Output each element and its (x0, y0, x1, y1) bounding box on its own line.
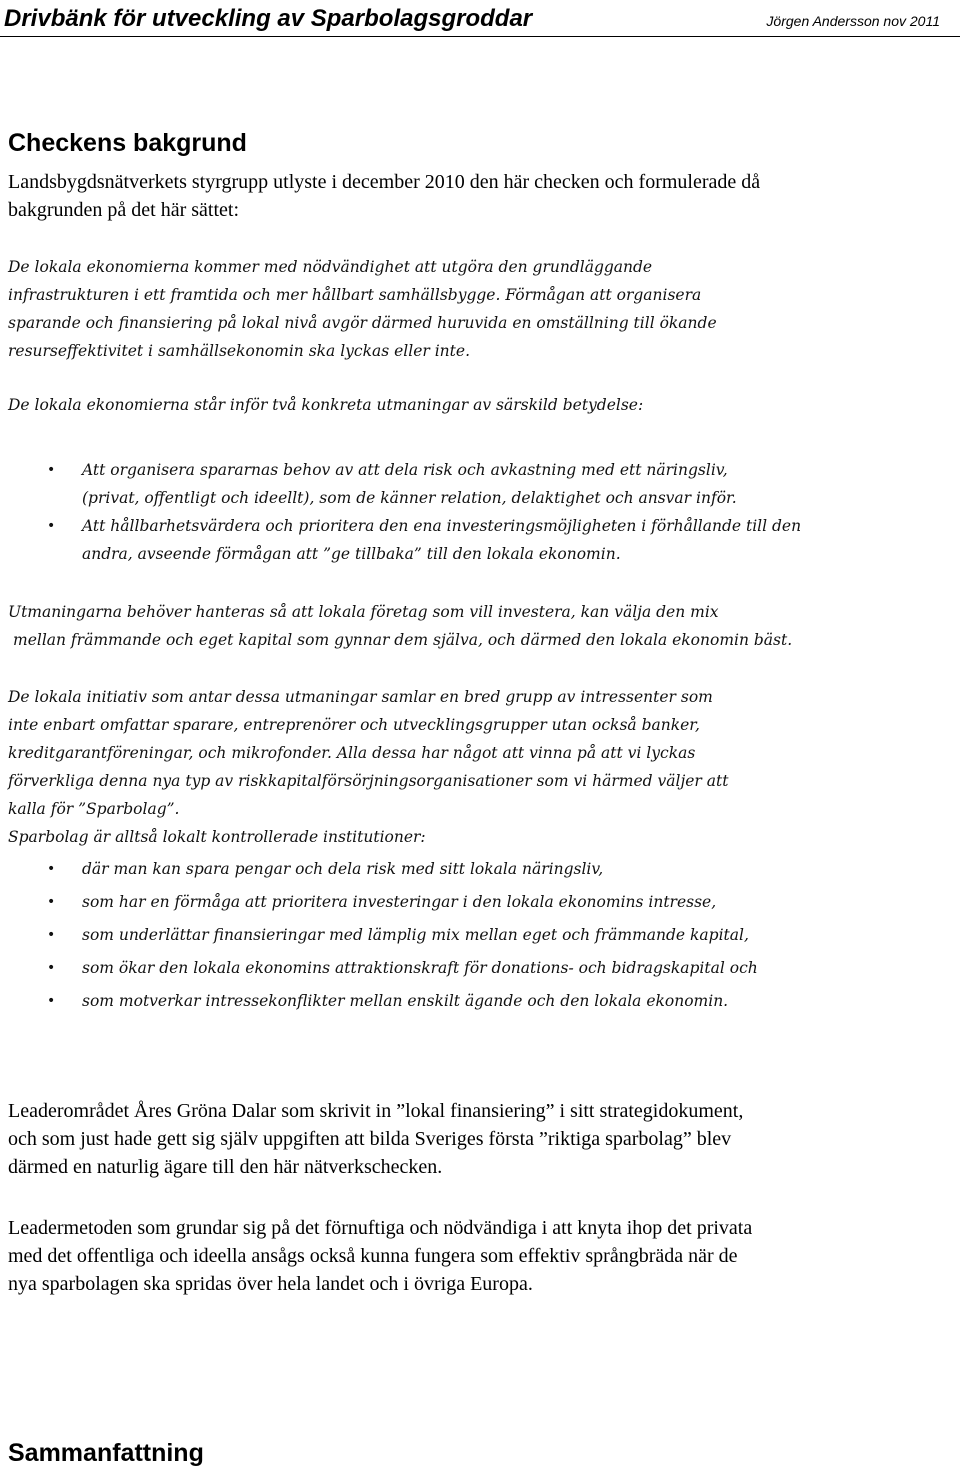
text-line: som har en förmåga att prioritera investeringar i den lokala ekonomins intresse, (82, 893, 717, 911)
text-line: mellan främmande och eget kapital som gynnar dem själva, och därmed den lokala ekonomin bäst. (13, 631, 793, 649)
text-line: De lokala initiativ som antar dessa utmaningar samlar en bred grupp av intressenter som (8, 688, 713, 706)
text-line: Leaderområdet Åres Gröna Dalar som skrivit in ”lokal finansiering” i sitt strategidokument, (8, 1100, 744, 1122)
text-line: Att organisera spararnas behov av att dela risk och avkastning med ett näringsliv, (82, 461, 728, 479)
text-line: därmed en naturlig ägare till den här nätverkschecken. (8, 1156, 443, 1178)
text-line: bakgrunden på det här sättet: (8, 199, 240, 221)
text-line: (privat, offentligt och ideellt), som de känner relation, delaktighet och ansvar inför. (82, 489, 737, 507)
text-line: som ökar den lokala ekonomins attraktionskraft för donations- och bidragskapital och (82, 959, 758, 977)
text-line: kalla för ”Sparbolag”. (8, 800, 180, 818)
leader-area-paragraph (8, 1097, 953, 1181)
mix-paragraph (8, 598, 953, 654)
text-line: resurseffektivitet i samhällsekonomin ska lyckas eller inte. (8, 342, 470, 360)
text-line: Utmaningarna behöver hanteras så att lokala företag som vill investera, kan välja den mix (8, 603, 719, 621)
text-line: infrastrukturen i ett framtida och mer hållbart samhällsbygge. Förmågan att organisera (8, 286, 702, 304)
section-heading-background: Checkens bakgrund (8, 129, 247, 157)
list-item (0, 853, 945, 886)
text-line: inte enbart omfattar sparare, entreprenörer och utvecklingsgrupper utan också banker, (8, 716, 700, 734)
text-line: där man kan spara pengar och dela risk med sitt lokala näringsliv, (82, 860, 604, 878)
list-item (0, 456, 945, 512)
text-line: Leadermetoden som grundar sig på det förnuftiga och nödvändiga i att knyta ihop det privata (8, 1217, 753, 1239)
text-line: som underlättar finansieringar med lämplig mix mellan eget och främmande kapital, (82, 926, 749, 944)
challenges-intro: De lokala ekonomierna står inför två konkreta utmaningar av särskild betydelse: (8, 396, 644, 414)
text-line: kreditgarantföreningar, och mikrofonder. Alla dessa har något att vinna på att vi lyckas (8, 744, 696, 762)
leader-method-paragraph (8, 1214, 953, 1298)
page-header (0, 2, 960, 37)
bullet-icon: • (47, 462, 56, 478)
bullet-icon: • (47, 894, 56, 910)
list-item (0, 985, 945, 1018)
initiative-paragraph (8, 683, 953, 851)
bullet-icon: • (47, 993, 56, 1009)
text-line: nya sparbolagen ska spridas över hela landet och i övriga Europa. (8, 1273, 533, 1295)
bullet-icon: • (47, 927, 56, 943)
quote-paragraph (8, 253, 953, 365)
text-line: som motverkar intressekonflikter mellan enskilt ägande och den lokala ekonomin. (82, 992, 729, 1010)
bullet-icon: • (47, 960, 56, 976)
author-date: Jörgen Andersson nov 2011 (766, 13, 940, 29)
list-item (0, 886, 945, 919)
text-line: med det offentliga och ideella ansågs också kunna fungera som effektiv språngbräda när de (8, 1245, 738, 1267)
intro-paragraph (8, 168, 953, 224)
bullet-icon: • (47, 861, 56, 877)
list-item (0, 512, 945, 568)
text-line: förverkliga denna nya typ av riskkapitalförsörjningsorganisationer som vi härmed väljer att (8, 772, 729, 790)
list-item (0, 919, 945, 952)
text-line: Sparbolag är alltså lokalt kontrollerade institutioner: (8, 828, 426, 846)
text-line: Landsbygdsnätverkets styrgrupp utlyste i december 2010 den här checken och formulerade då (8, 171, 761, 193)
institutions-list (0, 853, 945, 1018)
document-title: Drivbänk för utveckling av Sparbolagsgroddar (4, 5, 533, 32)
text-line: andra, avseende förmågan att ”ge tillbaka” till den lokala ekonomin. (82, 545, 621, 563)
text-line: De lokala ekonomierna kommer med nödvändighet att utgöra den grundläggande (8, 258, 653, 276)
text-line: och som just hade gett sig själv uppgiften att bilda Sveriges första ”riktiga sparbolag” blev (8, 1128, 732, 1150)
section-heading-summary: Sammanfattning (8, 1439, 204, 1467)
bullet-icon: • (47, 518, 56, 534)
list-item (0, 952, 945, 985)
text-line: sparande och finansiering på lokal nivå avgör därmed huruvida en omställning till ökande (8, 314, 717, 332)
challenges-list (0, 456, 945, 568)
text-line: Att hållbarhetsvärdera och prioritera den ena investeringsmöjligheten i förhållande till den (82, 517, 802, 535)
